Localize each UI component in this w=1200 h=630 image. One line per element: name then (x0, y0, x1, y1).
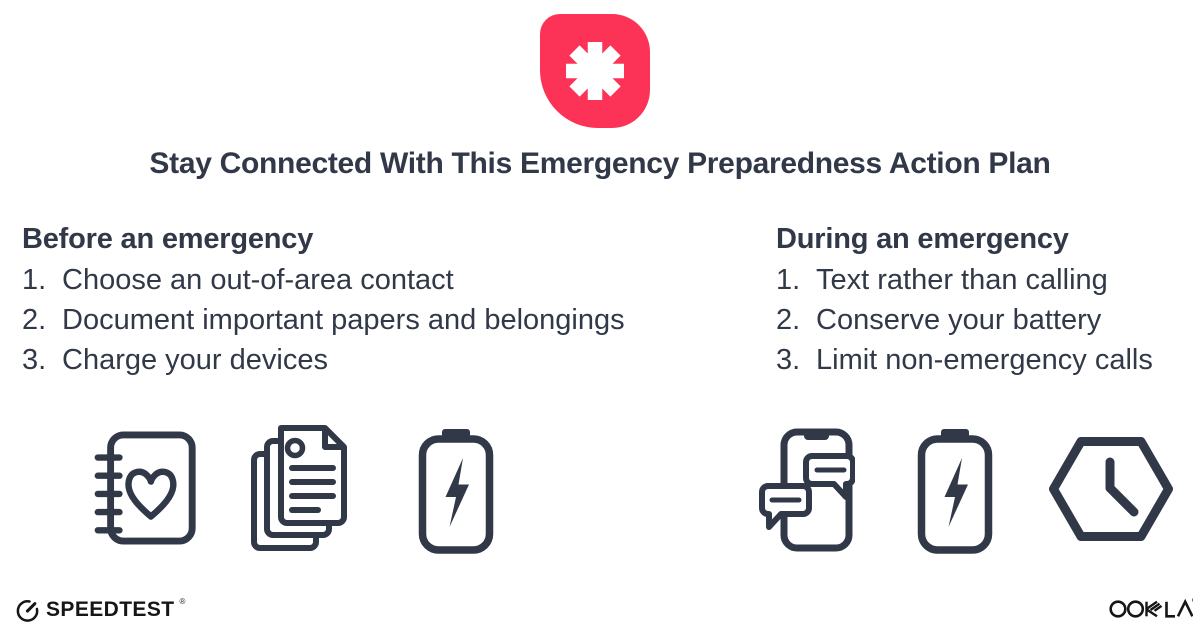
list-item (776, 340, 1196, 380)
documents-stack-icon (245, 424, 351, 554)
clock-hexagon-icon (1048, 435, 1174, 543)
list-item (22, 300, 712, 340)
phone-messages-icon (759, 428, 855, 552)
during-heading: During an emergency (776, 223, 1069, 255)
list-number: 3. (22, 344, 47, 376)
before-emergency-section (22, 219, 712, 380)
battery-charge-icon (917, 428, 993, 554)
list-text: Choose an out-of-area contact (62, 264, 454, 296)
speedtest-trademark: ® (179, 597, 186, 606)
list-text: Document important papers and belongings (62, 304, 625, 336)
list-text: Charge your devices (62, 344, 328, 376)
list-item (776, 300, 1196, 340)
during-emergency-section (776, 219, 1196, 380)
list-number: 1. (22, 264, 47, 296)
before-list (22, 260, 712, 380)
asterisk-bubble-icon (566, 42, 624, 100)
ookla-wordmark-icon (1109, 595, 1193, 621)
list-text: Limit non-emergency calls (816, 344, 1153, 376)
emergency-badge (540, 14, 650, 128)
before-heading: Before an emergency (22, 223, 314, 255)
page-title: Stay Connected With This Emergency Preparedness Action Plan (149, 147, 1051, 180)
list-item (22, 340, 712, 380)
speedtest-wordmark: SPEEDTEST (46, 598, 175, 621)
list-item (22, 260, 712, 300)
speedtest-logo (14, 595, 185, 625)
list-item (776, 260, 1196, 300)
list-number: 3. (776, 344, 801, 376)
list-number: 1. (776, 264, 801, 296)
during-list (776, 260, 1196, 380)
speedtest-gauge-icon (14, 597, 41, 624)
contact-notebook-icon (93, 430, 198, 546)
battery-charge-icon (418, 428, 494, 554)
list-text: Conserve your battery (816, 304, 1102, 336)
list-number: 2. (22, 304, 47, 336)
list-text: Text rather than calling (816, 264, 1108, 296)
list-number: 2. (776, 304, 801, 336)
ookla-logo (1109, 595, 1193, 626)
